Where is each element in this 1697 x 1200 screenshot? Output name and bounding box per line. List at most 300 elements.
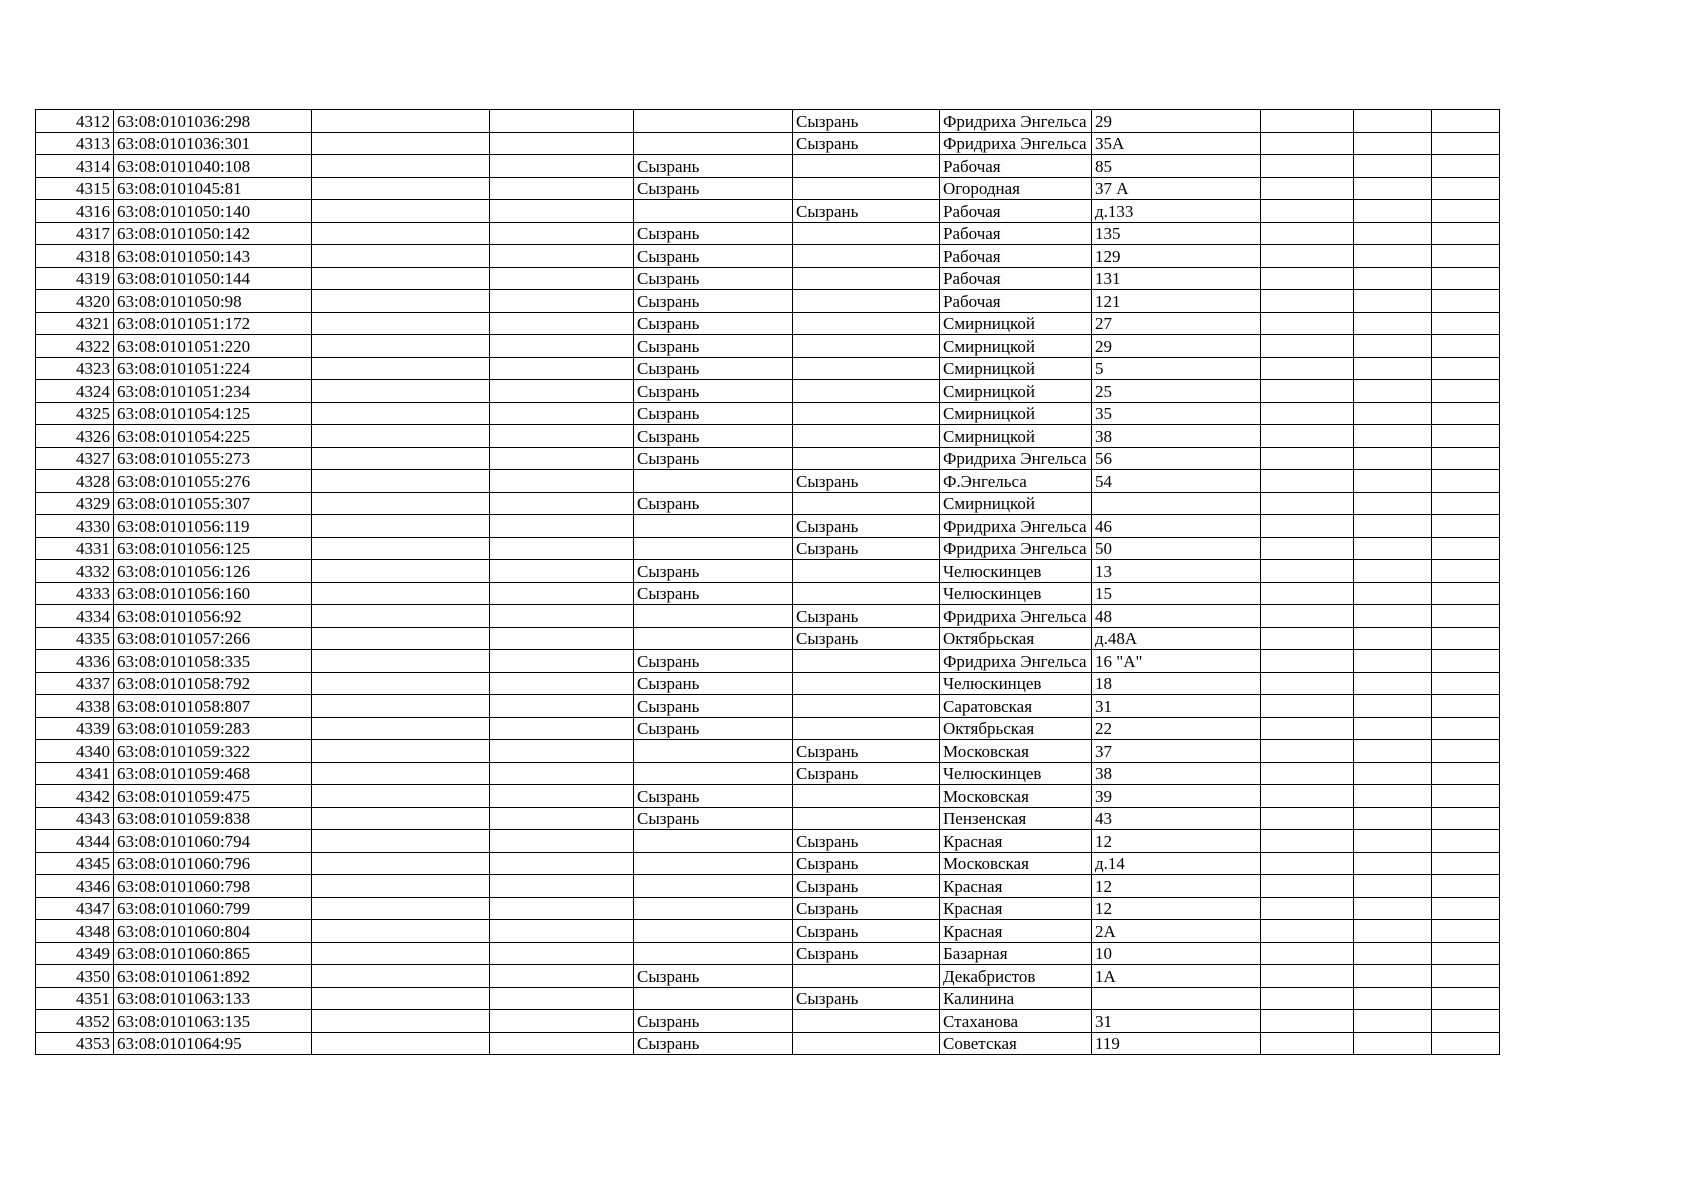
cell-city <box>634 852 793 875</box>
cell-row-number: 4336 <box>36 650 114 673</box>
cell-settlement: Сызрань <box>793 987 940 1010</box>
cell-house: 5 <box>1092 357 1261 380</box>
cell-row-number: 4329 <box>36 492 114 515</box>
cell-empty <box>1432 155 1500 178</box>
cell-street: Челюскинцев <box>940 560 1092 583</box>
cell-empty <box>1354 560 1432 583</box>
cell-empty <box>490 762 634 785</box>
cell-empty <box>490 605 634 628</box>
cell-empty <box>1354 762 1432 785</box>
cell-city <box>634 200 793 223</box>
cell-settlement: Сызрань <box>793 852 940 875</box>
cell-city: Сызрань <box>634 177 793 200</box>
cell-empty <box>1354 335 1432 358</box>
cell-house: 18 <box>1092 672 1261 695</box>
cell-empty <box>1261 155 1354 178</box>
cell-street: Челюскинцев <box>940 672 1092 695</box>
cell-city: Сызрань <box>634 965 793 988</box>
cell-house: 29 <box>1092 335 1261 358</box>
cell-empty <box>1354 245 1432 268</box>
cell-empty <box>1261 1032 1354 1055</box>
cell-empty <box>1432 492 1500 515</box>
cell-settlement: Сызрань <box>793 200 940 223</box>
cell-house: 129 <box>1092 245 1261 268</box>
cell-house: 16 "А" <box>1092 650 1261 673</box>
cell-empty <box>1432 537 1500 560</box>
cell-city: Сызрань <box>634 447 793 470</box>
cell-cadastral-number: 63:08:0101036:301 <box>114 132 312 155</box>
cell-street: Фридриха Энгельса <box>940 605 1092 628</box>
cell-empty <box>1432 447 1500 470</box>
cell-house: 38 <box>1092 425 1261 448</box>
cell-street: Челюскинцев <box>940 582 1092 605</box>
cell-empty <box>1354 605 1432 628</box>
cell-street: Фридриха Энгельса <box>940 132 1092 155</box>
cell-street: Рабочая <box>940 200 1092 223</box>
cell-empty <box>1261 470 1354 493</box>
cell-settlement: Сызрань <box>793 920 940 943</box>
cell-row-number: 4347 <box>36 897 114 920</box>
cell-cadastral-number: 63:08:0101063:135 <box>114 1010 312 1033</box>
cell-settlement <box>793 447 940 470</box>
cell-empty <box>312 357 490 380</box>
cell-street: Красная <box>940 830 1092 853</box>
table-row <box>36 267 1578 290</box>
cell-empty <box>1354 785 1432 808</box>
table-row <box>36 177 1578 200</box>
cell-empty <box>312 875 490 898</box>
cell-empty <box>312 672 490 695</box>
cell-empty <box>1354 357 1432 380</box>
cell-city: Сызрань <box>634 785 793 808</box>
cell-row-number: 4325 <box>36 402 114 425</box>
cell-settlement <box>793 335 940 358</box>
cell-cadastral-number: 63:08:0101050:140 <box>114 200 312 223</box>
cell-city: Сызрань <box>634 560 793 583</box>
cell-empty <box>490 650 634 673</box>
cell-cadastral-number: 63:08:0101059:322 <box>114 740 312 763</box>
cell-row-number: 4350 <box>36 965 114 988</box>
cell-empty <box>1354 447 1432 470</box>
cell-empty <box>490 200 634 223</box>
cell-row-number: 4317 <box>36 222 114 245</box>
cell-city: Сызрань <box>634 717 793 740</box>
cell-city: Сызрань <box>634 222 793 245</box>
cell-empty <box>1432 132 1500 155</box>
table-row <box>36 965 1578 988</box>
cell-cadastral-number: 63:08:0101060:799 <box>114 897 312 920</box>
table-row <box>36 290 1578 313</box>
cell-empty <box>1354 672 1432 695</box>
cell-settlement: Сызрань <box>793 110 940 133</box>
cell-empty <box>312 920 490 943</box>
cell-empty <box>1261 447 1354 470</box>
cell-row-number: 4312 <box>36 110 114 133</box>
cell-house: 15 <box>1092 582 1261 605</box>
cell-house: 43 <box>1092 807 1261 830</box>
cell-empty <box>1354 717 1432 740</box>
cell-empty <box>490 425 634 448</box>
cell-street: Ф.Энгельса <box>940 470 1092 493</box>
cell-house: 22 <box>1092 717 1261 740</box>
cell-empty <box>1432 380 1500 403</box>
cell-row-number: 4342 <box>36 785 114 808</box>
cell-house: 29 <box>1092 110 1261 133</box>
cell-empty <box>490 380 634 403</box>
cell-street: Челюскинцев <box>940 762 1092 785</box>
table-row <box>36 852 1578 875</box>
cell-settlement <box>793 425 940 448</box>
cell-street: Рабочая <box>940 222 1092 245</box>
table-row <box>36 650 1578 673</box>
cell-settlement <box>793 492 940 515</box>
cell-street: Смирницкой <box>940 312 1092 335</box>
cell-row-number: 4322 <box>36 335 114 358</box>
cell-house: 56 <box>1092 447 1261 470</box>
table-row <box>36 942 1578 965</box>
cell-house: 12 <box>1092 875 1261 898</box>
cell-empty <box>1432 875 1500 898</box>
cell-empty <box>1432 200 1500 223</box>
cell-empty <box>1354 155 1432 178</box>
cell-empty <box>490 110 634 133</box>
table-row <box>36 110 1578 133</box>
cell-empty <box>490 852 634 875</box>
cell-city: Сызрань <box>634 335 793 358</box>
cell-empty <box>312 132 490 155</box>
cell-city <box>634 920 793 943</box>
cell-street: Базарная <box>940 942 1092 965</box>
cell-cadastral-number: 63:08:0101058:792 <box>114 672 312 695</box>
cell-settlement: Сызрань <box>793 132 940 155</box>
cell-street: Фридриха Энгельса <box>940 110 1092 133</box>
cell-empty <box>1261 267 1354 290</box>
cell-empty <box>1261 965 1354 988</box>
cell-empty <box>1354 537 1432 560</box>
cell-empty <box>1432 807 1500 830</box>
cell-house: 12 <box>1092 897 1261 920</box>
cell-empty <box>312 492 490 515</box>
cell-empty <box>490 875 634 898</box>
cell-row-number: 4337 <box>36 672 114 695</box>
cell-empty <box>1432 672 1500 695</box>
cell-house <box>1092 492 1261 515</box>
cell-empty <box>1354 582 1432 605</box>
table-row <box>36 627 1578 650</box>
cell-empty <box>312 1032 490 1055</box>
cell-empty <box>490 290 634 313</box>
cell-row-number: 4313 <box>36 132 114 155</box>
cell-empty <box>312 785 490 808</box>
cell-city: Сызрань <box>634 290 793 313</box>
cell-cadastral-number: 63:08:0101056:126 <box>114 560 312 583</box>
cell-street: Рабочая <box>940 290 1092 313</box>
cell-house: 35А <box>1092 132 1261 155</box>
cell-street: Московская <box>940 785 1092 808</box>
cell-house: 85 <box>1092 155 1261 178</box>
cell-street: Смирницкой <box>940 380 1092 403</box>
cell-empty <box>1261 807 1354 830</box>
cell-empty <box>1261 515 1354 538</box>
cell-cadastral-number: 63:08:0101063:133 <box>114 987 312 1010</box>
cell-house: д.48А <box>1092 627 1261 650</box>
cell-empty <box>1261 245 1354 268</box>
cell-row-number: 4323 <box>36 357 114 380</box>
registry-rows <box>36 110 1578 1055</box>
cell-empty <box>490 897 634 920</box>
cell-empty <box>1354 875 1432 898</box>
cell-settlement <box>793 560 940 583</box>
cell-street: Красная <box>940 920 1092 943</box>
cell-empty <box>490 672 634 695</box>
cell-empty <box>1354 830 1432 853</box>
cell-city <box>634 875 793 898</box>
cell-city <box>634 740 793 763</box>
cell-street: Смирницкой <box>940 335 1092 358</box>
cell-empty <box>1354 222 1432 245</box>
cell-row-number: 4333 <box>36 582 114 605</box>
table-row <box>36 537 1578 560</box>
cell-empty <box>1432 177 1500 200</box>
cell-empty <box>1432 425 1500 448</box>
table-row <box>36 740 1578 763</box>
cell-row-number: 4352 <box>36 1010 114 1033</box>
cell-city <box>634 987 793 1010</box>
cell-empty <box>312 290 490 313</box>
cell-cadastral-number: 63:08:0101050:142 <box>114 222 312 245</box>
cell-settlement <box>793 245 940 268</box>
cell-row-number: 4343 <box>36 807 114 830</box>
cell-settlement: Сызрань <box>793 537 940 560</box>
table-row <box>36 582 1578 605</box>
cell-settlement <box>793 267 940 290</box>
cell-settlement: Сызрань <box>793 515 940 538</box>
cell-cadastral-number: 63:08:0101060:798 <box>114 875 312 898</box>
cell-settlement <box>793 717 940 740</box>
cell-empty <box>490 740 634 763</box>
cell-empty <box>1354 200 1432 223</box>
cell-empty <box>1432 290 1500 313</box>
table-row <box>36 717 1578 740</box>
cell-house: 38 <box>1092 762 1261 785</box>
cell-city: Сызрань <box>634 1032 793 1055</box>
cell-empty <box>1261 785 1354 808</box>
cell-empty <box>490 627 634 650</box>
cell-empty <box>1432 515 1500 538</box>
cell-empty <box>1261 942 1354 965</box>
cell-empty <box>1432 717 1500 740</box>
cell-row-number: 4327 <box>36 447 114 470</box>
cell-row-number: 4330 <box>36 515 114 538</box>
cell-house: 50 <box>1092 537 1261 560</box>
cell-city: Сызрань <box>634 155 793 178</box>
cell-empty <box>312 605 490 628</box>
cell-settlement <box>793 402 940 425</box>
cell-cadastral-number: 63:08:0101055:273 <box>114 447 312 470</box>
cell-cadastral-number: 63:08:0101045:81 <box>114 177 312 200</box>
cell-street: Фридриха Энгельса <box>940 537 1092 560</box>
cell-settlement <box>793 290 940 313</box>
cell-empty <box>312 267 490 290</box>
cell-empty <box>312 965 490 988</box>
cell-empty <box>1432 245 1500 268</box>
cell-house: 48 <box>1092 605 1261 628</box>
cell-city <box>634 762 793 785</box>
cell-cadastral-number: 63:08:0101060:865 <box>114 942 312 965</box>
cell-empty <box>490 582 634 605</box>
cell-street: Красная <box>940 897 1092 920</box>
cell-empty <box>490 267 634 290</box>
cell-empty <box>312 627 490 650</box>
cell-empty <box>1354 627 1432 650</box>
cell-settlement <box>793 380 940 403</box>
cell-house: 121 <box>1092 290 1261 313</box>
cell-empty <box>1261 177 1354 200</box>
cell-cadastral-number: 63:08:0101054:225 <box>114 425 312 448</box>
cell-empty <box>1432 785 1500 808</box>
cell-street: Калинина <box>940 987 1092 1010</box>
cell-house: 2А <box>1092 920 1261 943</box>
cell-empty <box>1432 830 1500 853</box>
table-row <box>36 920 1578 943</box>
cell-empty <box>1261 200 1354 223</box>
table-row <box>36 875 1578 898</box>
cell-empty <box>1354 425 1432 448</box>
cell-empty <box>1354 920 1432 943</box>
cell-cadastral-number: 63:08:0101059:838 <box>114 807 312 830</box>
cell-settlement <box>793 155 940 178</box>
cell-row-number: 4349 <box>36 942 114 965</box>
cell-empty <box>1261 897 1354 920</box>
cell-street: Рабочая <box>940 155 1092 178</box>
cell-empty <box>490 222 634 245</box>
cell-empty <box>490 920 634 943</box>
cell-house: 131 <box>1092 267 1261 290</box>
cell-empty <box>1432 267 1500 290</box>
cell-empty <box>1354 110 1432 133</box>
registry-table <box>35 109 1578 1055</box>
cell-row-number: 4318 <box>36 245 114 268</box>
table-row <box>36 245 1578 268</box>
cell-empty <box>312 762 490 785</box>
cell-city <box>634 942 793 965</box>
table-row <box>36 492 1578 515</box>
table-row <box>36 605 1578 628</box>
cell-city: Сызрань <box>634 582 793 605</box>
cell-empty <box>490 965 634 988</box>
cell-empty <box>1354 695 1432 718</box>
cell-city <box>634 897 793 920</box>
cell-city <box>634 605 793 628</box>
cell-row-number: 4319 <box>36 267 114 290</box>
cell-settlement: Сызрань <box>793 875 940 898</box>
cell-street: Фридриха Энгельса <box>940 447 1092 470</box>
cell-house: 13 <box>1092 560 1261 583</box>
cell-empty <box>1354 290 1432 313</box>
cell-street: Пензенская <box>940 807 1092 830</box>
cell-row-number: 4351 <box>36 987 114 1010</box>
cell-city: Сызрань <box>634 807 793 830</box>
cell-empty <box>490 402 634 425</box>
cell-row-number: 4316 <box>36 200 114 223</box>
cell-empty <box>490 695 634 718</box>
cell-city: Сызрань <box>634 695 793 718</box>
cell-empty <box>312 717 490 740</box>
cell-house <box>1092 987 1261 1010</box>
cell-cadastral-number: 63:08:0101055:276 <box>114 470 312 493</box>
cell-house: 39 <box>1092 785 1261 808</box>
cell-house: 25 <box>1092 380 1261 403</box>
cell-street: Фридриха Энгельса <box>940 650 1092 673</box>
cell-cadastral-number: 63:08:0101059:475 <box>114 785 312 808</box>
cell-street: Рабочая <box>940 267 1092 290</box>
cell-empty <box>1261 717 1354 740</box>
cell-house: 27 <box>1092 312 1261 335</box>
table-row <box>36 222 1578 245</box>
cell-empty <box>312 987 490 1010</box>
cell-row-number: 4353 <box>36 1032 114 1055</box>
cell-city: Сызрань <box>634 245 793 268</box>
cell-empty <box>490 1010 634 1033</box>
cell-empty <box>312 155 490 178</box>
cell-empty <box>490 830 634 853</box>
cell-settlement: Сызрань <box>793 470 940 493</box>
cell-empty <box>1261 875 1354 898</box>
cell-city <box>634 470 793 493</box>
cell-empty <box>1354 132 1432 155</box>
table-row <box>36 695 1578 718</box>
cell-row-number: 4345 <box>36 852 114 875</box>
cell-settlement <box>793 1010 940 1033</box>
cell-empty <box>1432 402 1500 425</box>
cell-cadastral-number: 63:08:0101054:125 <box>114 402 312 425</box>
cell-street: Московская <box>940 852 1092 875</box>
cell-empty <box>1261 695 1354 718</box>
cell-empty <box>312 470 490 493</box>
cell-empty <box>490 807 634 830</box>
registry-sheet <box>35 109 1578 1055</box>
cell-empty <box>1432 222 1500 245</box>
cell-empty <box>1261 920 1354 943</box>
cell-empty <box>312 245 490 268</box>
cell-empty <box>312 425 490 448</box>
table-row <box>36 132 1578 155</box>
cell-empty <box>1354 402 1432 425</box>
cell-empty <box>312 110 490 133</box>
cell-settlement: Сызрань <box>793 762 940 785</box>
cell-house: 1А <box>1092 965 1261 988</box>
cell-empty <box>1261 582 1354 605</box>
cell-house: 135 <box>1092 222 1261 245</box>
cell-cadastral-number: 63:08:0101061:892 <box>114 965 312 988</box>
cell-street: Смирницкой <box>940 492 1092 515</box>
table-row <box>36 470 1578 493</box>
cell-city: Сызрань <box>634 312 793 335</box>
cell-city <box>634 537 793 560</box>
cell-settlement: Сызрань <box>793 627 940 650</box>
cell-empty <box>1432 605 1500 628</box>
cell-house: 12 <box>1092 830 1261 853</box>
cell-street: Московская <box>940 740 1092 763</box>
cell-empty <box>490 492 634 515</box>
cell-city: Сызрань <box>634 267 793 290</box>
cell-cadastral-number: 63:08:0101059:468 <box>114 762 312 785</box>
cell-empty <box>1354 942 1432 965</box>
cell-row-number: 4332 <box>36 560 114 583</box>
cell-empty <box>1354 987 1432 1010</box>
cell-cadastral-number: 63:08:0101056:92 <box>114 605 312 628</box>
cell-empty <box>1261 1010 1354 1033</box>
